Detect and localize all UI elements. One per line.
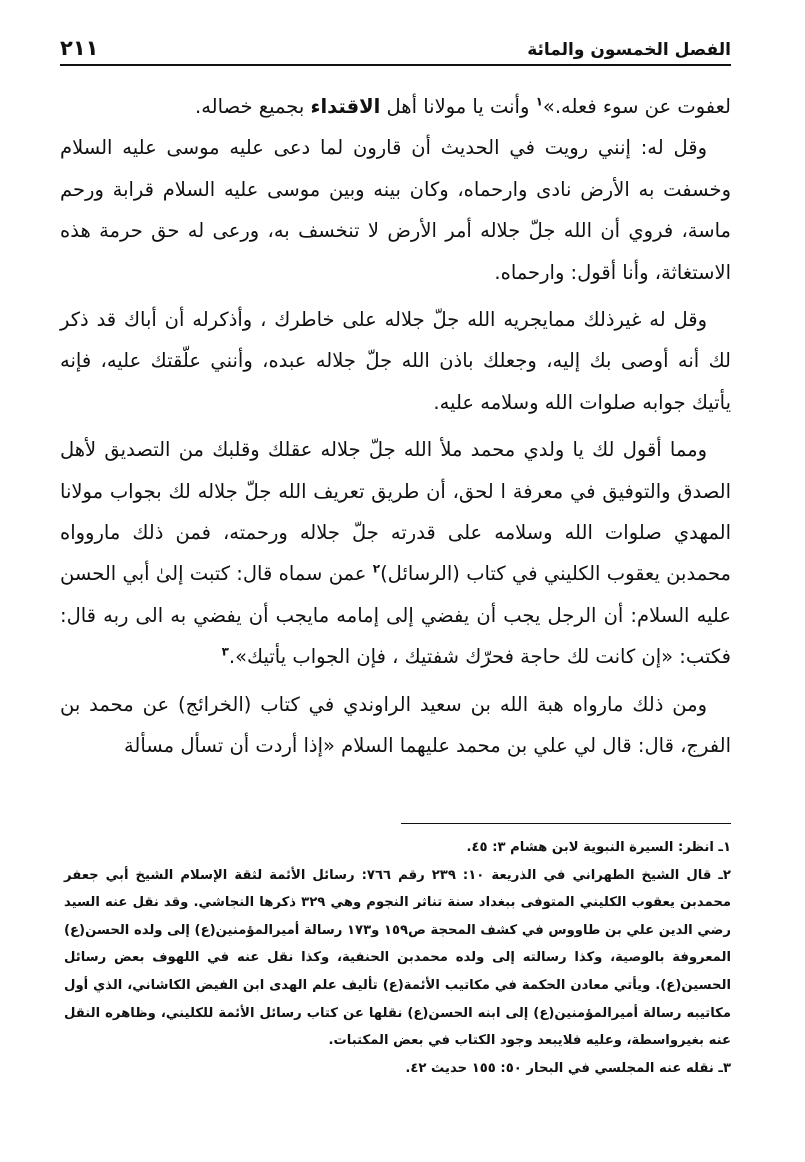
paragraph-1 [60,86,731,127]
paragraph-2: وقل له: إنني رويت في الحديث أن قارون لما دعى عليه موسى عليه السلام وخسفت به الأرض نادى وارحماه، وكان بينه وبين موسى عليه السلام قرابة ورحم ماسة، فروي أن الله جلّ جلاله أمر الأرض لا تنخسف به، ورعى له حق حرمة هذه الاستغاثة، وأنا أقول: وارحماه. [60,136,731,284]
footnote-1: ١ـ انظر: السيرة النبوية لابن هشام ٣: ٤٥. [466,840,731,855]
running-title: الفصل الخمسون والمائة [527,40,731,60]
paragraph-4-text-a: ومما أقول لك يا ولدي محمد ملأ الله جلّ جلاله عقلك وقلبك من التصديق لأهل الصدق والتوفيق في معرفة ا لحق، أن طريق تعريف الله جلّ جلاله لك بجواب مولانا المهدي صلوات الله وسلامه على قدرته جلّ جلاله ورحمته، فمن ذلك ماروواه محمدبن يعقوب الكليني في كتاب (الرسائل) [60,438,731,586]
paragraph-1-text-b: وأنت يا مولانا أهل [380,95,536,118]
footnote-3: ٣ـ نقله عنه المجلسي في البحار ٥٠: ١٥٥ حديث ٤٢. [405,1060,731,1076]
paragraph-4-text-b: عمن سماه قال: كتبت إلىٰ أبي الحسن عليه السلام: أن الرجل يجب أن يفضي إلى إمامه مايجب أن يفضي به الى ربه قال: فكتب: «إن كانت لك حاجة فحرّك شفتيك ، فإن الجواب يأتيك». [60,562,731,669]
paragraph-4 [60,429,731,677]
paragraph-1-text-a: لعفوت عن سوء فعله.» [542,95,731,118]
footnote-ref-1: ١ [535,94,543,109]
paragraph-3: وقل له غيرذلك ممايجريه الله جلّ جلاله على خاطرك ، وأذكرله أن أباك قد ذكر لك أنه أوصى بك إليه، وجعلك باذن الله جلّ جلاله عبده، وأنني علّقتك عليه، فإنه يأتيك جوابه صلوات الله وسلامه عليه. [60,308,731,414]
body-text [60,86,731,767]
paragraph-5: ومن ذلك مارواه هبة الله بن سعيد الراوندي في كتاب (الخرائج) عن محمد بن الفرج، قال: قال لي علي بن محمد عليهما السلام «إذا أردت أن تسأل مسألة [60,692,731,758]
footnote-2: ٢ـ قال الشيخ الطهراني في الذريعة ١٠: ٢٣٩ رقم ٧٦٦: رسائل الأئمة لثقة الإسلام الشيخ أبي جعفر محمدبن يعقوب الكليني المتوفى ببغداد سنة تناثر النجوم وهي ٣٢٩ ذكرها النجاشي. وقد نقل عنه السيد رضي الدين علي بن طاووس في كشف المحجة ص١٥٩ و١٧٣ رسالة أميرالمؤمنين(ع) إلى ولده الحسن(ع) المعروفة بالوصية، وكذا رسالته إلى ولده محمدبن الحنفية، وكذا نقل عنه في اللهوف بعض رسائل الحسين(ع). ويأتي معادن الحكمة في مكاتيب الأئمة(ع) تأليف علم الهدى ابن الفيض الكاشاني، الذي أول مكاتيبه رسالة أميرالمؤمنين(ع) إلى ابنه الحسن(ع) نقلها عن كتاب رسائل الأئمة للكليني، وظاهره النقل عنه بغيرواسطة، وعليه فلايبعد وجود الكتاب في بعض المكتبات. [64,867,731,1049]
footnotes [64,834,731,1082]
footnote-ref-3: ٣ [221,644,229,659]
footnote-separator [401,823,731,824]
footnote-ref-2: ٢ [372,561,381,576]
page-number: ٢١١ [60,36,99,60]
paragraph-1-text-c: بجميع خصاله. [195,95,311,118]
paragraph-1-bold-word: الاقتداء [310,95,381,118]
page-header [60,26,731,66]
